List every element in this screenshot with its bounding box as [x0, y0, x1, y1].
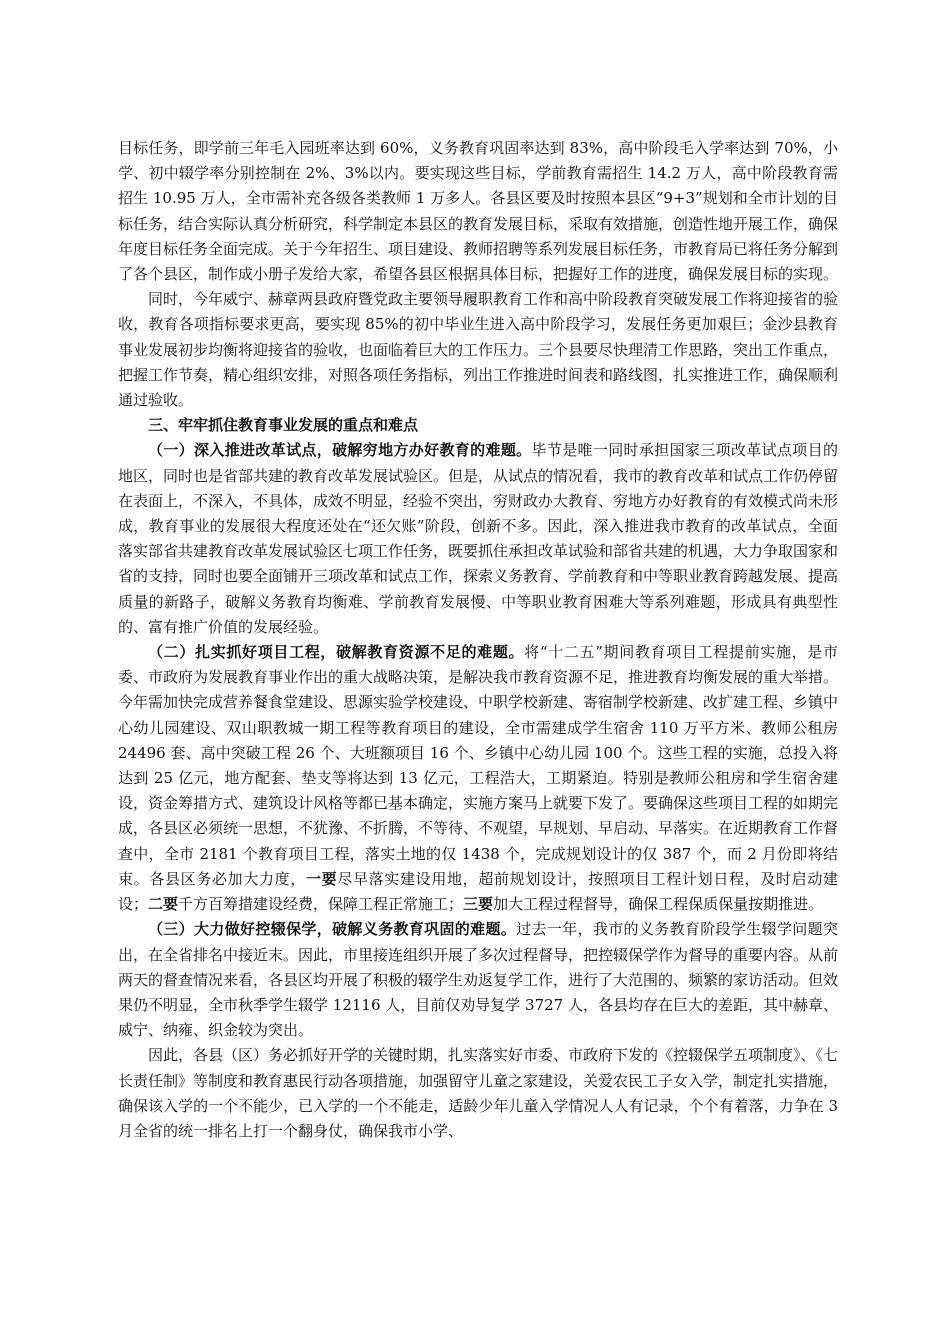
keyword-second: 二要	[148, 895, 179, 914]
keyword-third: 三要	[463, 895, 494, 914]
paragraph-reform-pilot	[118, 438, 838, 640]
paragraph-acceptance: 同时，今年威宁、赫章两县政府暨党政主要领导履职教育工作和高中阶段教育突破发展工作将迎接省的验收，教育各项指标要求更高，要实现 85%的初中毕业生进入高中阶段学习，发展任务更加艰巨；金沙县教育事业发展初步均衡将迎接省的验收，也面临着巨大的工作压力。三个县要尽快理清工作思路，突出工作重点，把握工作节奏，精心组织安排，对照各项任务指标，列出工作推进时间表和路线图，扎实推进工作，确保顺利通过验收。	[118, 290, 839, 410]
keyword-first: 一要	[306, 869, 338, 888]
paragraph-targets: 目标任务，即学前三年毛入园班率达到 60%，义务教育巩固率达到 83%，高中阶段毛入学率达到 70%，小学、初中辍学率分别控制在 2%、3%以内。要实现这些目标，学前教育需招生 14.2 万人，高中阶段教育需招生 10.95 万人，全市需补充各级各类教师 1 万多人。各县区要及时按照本县区“9+3”规划和全市计划的目标任务，结合实际认真分析研究，科学制定本县区的教育发展目标，采取有效措施，创造性地开展工作，确保年度目标任务全面完成。关于今年招生、项目建设、教师招聘等系列发展目标任务，市教育局已将任务分解到了各个县区，制作成小册子发给大家，希望各县区根据具体目标，把握好工作的进度，确保发展目标的实现。	[118, 139, 839, 284]
paragraph-dropout-control	[118, 917, 838, 1043]
paragraph-projects-body-d: 加大工程过程督导，确保工程保质保量按期推进。	[493, 895, 824, 914]
paragraph-dropout-control-body: 过去一年，我市的义务教育阶段学生辍学问题突出，在全省排名中接近末。因此，市里接连组织开展了多次过程督导，把控辍保学作为督导的重要内容。从前两天的督查情况来看，各县区均开展了积极的辍学生劝返复学工作，进行了大范围的、频繁的家访活动。但效果仍不明显，全市秋季学生辍学 12116 人，目前仅劝导复学 3727 人，各县均存在巨大的差距，其中赫章、威宁、纳雍、织金较为突出。	[118, 920, 839, 1040]
document-body	[118, 136, 838, 1144]
paragraph-projects	[118, 640, 838, 917]
paragraph-projects-body-b: 尽早落实建设用地，超前规划设计，按照项目工程计划日程，及时启动建设；	[118, 869, 838, 914]
paragraph-reform-pilot-body: 毕节是唯一同时承担国家三项改革试点项目的地区，同时也是省部共建的教育改革发展试验区。但是，从试点的情况看，我市的教育改革和试点工作仍停留在表面上，不深入，不具体，成效不明显，经验不突出，穷财政办大教育、穷地方办好教育的有效模式尚未形成，教育事业的发展很大程度还处在“还欠账”阶段，创新不多。因此，深入推进我市教育的改革试点，全面落实部省共建教育改革发展试验区七项工作任务，既要抓住承担改革试验和部省共建的机遇，大力争取国家和省的支持，同时也要全面铺开三项改革和试点工作，探索义务教育、学前教育和中等职业教育跨越发展、提高质量的新路子，破解义务教育均衡难、学前教育发展慢、中等职业教育困难大等系列难题，形成具有典型性的、富有推广价值的发展经验。	[118, 441, 839, 636]
subsection-heading-1: （一）深入推进改革试点，破解穷地方办好教育的难题。	[148, 441, 532, 460]
subsection-heading-2: （二）扎实抓好项目工程，破解教育资源不足的难题。	[148, 643, 525, 662]
paragraph-measures: 因此，各县（区）务必抓好开学的关键时期，扎实落实好市委、市政府下发的《控辍保学五项制度》、《七长责任制》等制度和教育惠民行动各项措施，加强留守儿童之家建设，关爱农民工子女入学，制定扎实措施，确保该入学的一个不能少，已入学的一个不能走，适龄少年儿童入学情况人人有记录，个个有着落，力争在 3 月全省的统一排名上打一个翻身仗，确保我市小学、	[118, 1046, 839, 1140]
subsection-heading-3: （三）大力做好控辍保学，破解义务教育巩固的难题。	[148, 920, 517, 939]
paragraph-projects-body-a: 将“十二五”期间教育项目工程提前实施，是市委、市政府为发展教育事业作出的重大战略决策，是解决我市教育资源不足，推进教育均衡发展的重大举措。今年需加快完成营养餐食堂建设、思源实验学校建设、中职学校新建、寄宿制学校新建、改扩建工程、乡镇中心幼儿园建设、双山职教城一期工程等教育项目的建设，全市需建成学生宿舍 110 万平方米、教师公租房 24496 套、高中突破工程 26 个、大班额项目 16 个、乡镇中心幼儿园 100 个。这些工程的实施，总投入将达到 25 亿元，地方配套、垫支等将达到 13 亿元，工程浩大，工期紧迫。特别是教师公租房和学生宿舍建设，资金筹措方式、建筑设计风格等都已基本确定，实施方案马上就要下发了。要确保这些项目工程的如期完成，各县区必须统一思想，不犹豫、不折腾，不等待、不观望，早规划、早启动、早落实。在近期教育工作督查中，全市 2181 个教育项目工程，落实土地的仅 1438 个，完成规划设计的仅 387 个，而 2 月份即将结束。各县区务必加大力度，	[118, 643, 839, 888]
section-heading-3: 三、牢牢抓住教育事业发展的重点和难点	[148, 416, 419, 435]
paragraph-projects-body-c: 千方百筹措建设经费，保障工程正常施工；	[178, 895, 464, 914]
